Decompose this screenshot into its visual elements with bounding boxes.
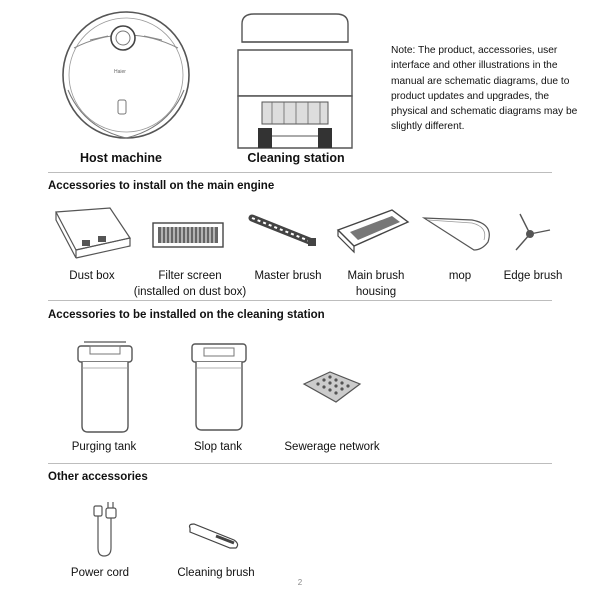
accessory-label-cleaning-brush: Cleaning brush (177, 567, 255, 579)
accessory-label-power-cord: Power cord (70, 567, 130, 579)
section-title-cleaning-station: Accessories to be installed on the cleaning station (48, 309, 325, 321)
accessory-label-edge-brush: Edge brush (503, 270, 563, 282)
accessory-label-main-brush: Main brush (347, 270, 405, 282)
cleaning-station-label: Cleaning station (247, 151, 345, 165)
accessory-label-filter-screen: Filter screen (158, 270, 222, 282)
accessory-label-mop: mop (448, 270, 472, 282)
accessory-label-slop-tank: Slop tank (194, 441, 242, 453)
slop-tank-icon (190, 340, 248, 432)
section-title-main-engine: Accessories to install on the main engine (48, 180, 275, 192)
master-brush-icon (246, 214, 318, 250)
accessory-sublabel-filter-screen: (installed on dust box) (133, 286, 247, 298)
divider (48, 300, 552, 301)
purging-tank-icon (76, 338, 134, 434)
robot-logo-text: Haier (114, 69, 126, 75)
page-number: 2 (297, 578, 303, 587)
host-machine-label: Host machine (80, 151, 162, 165)
manual-note: Note: The product, accessories, user interface and other illustrations in the manual are schematic diagrams, due to product updates and upgrades, the physical and schematic diagrams may be slightly different. (391, 45, 578, 133)
main-brush-housing-icon (336, 208, 410, 252)
accessory-label-purging-tank: Purging tank (71, 441, 137, 453)
divider (48, 172, 552, 173)
cleaning-station-icon (234, 10, 356, 150)
mop-icon (422, 214, 494, 252)
sewerage-network-icon (302, 370, 362, 404)
accessory-label-dust-box: Dust box (69, 270, 115, 282)
edge-brush-icon (508, 212, 554, 254)
accessory-sublabel-main-brush: housing (355, 286, 397, 298)
accessory-label-master-brush: Master brush (254, 270, 322, 282)
accessory-label-sewerage-network: Sewerage network (284, 441, 380, 453)
section-title-other: Other accessories (48, 471, 148, 483)
robot-vacuum-icon (60, 10, 192, 140)
cleaning-brush-icon (186, 522, 242, 550)
dust-box-icon (52, 206, 132, 254)
divider (48, 463, 552, 464)
power-cord-icon (88, 500, 122, 558)
filter-screen-icon (152, 222, 224, 248)
